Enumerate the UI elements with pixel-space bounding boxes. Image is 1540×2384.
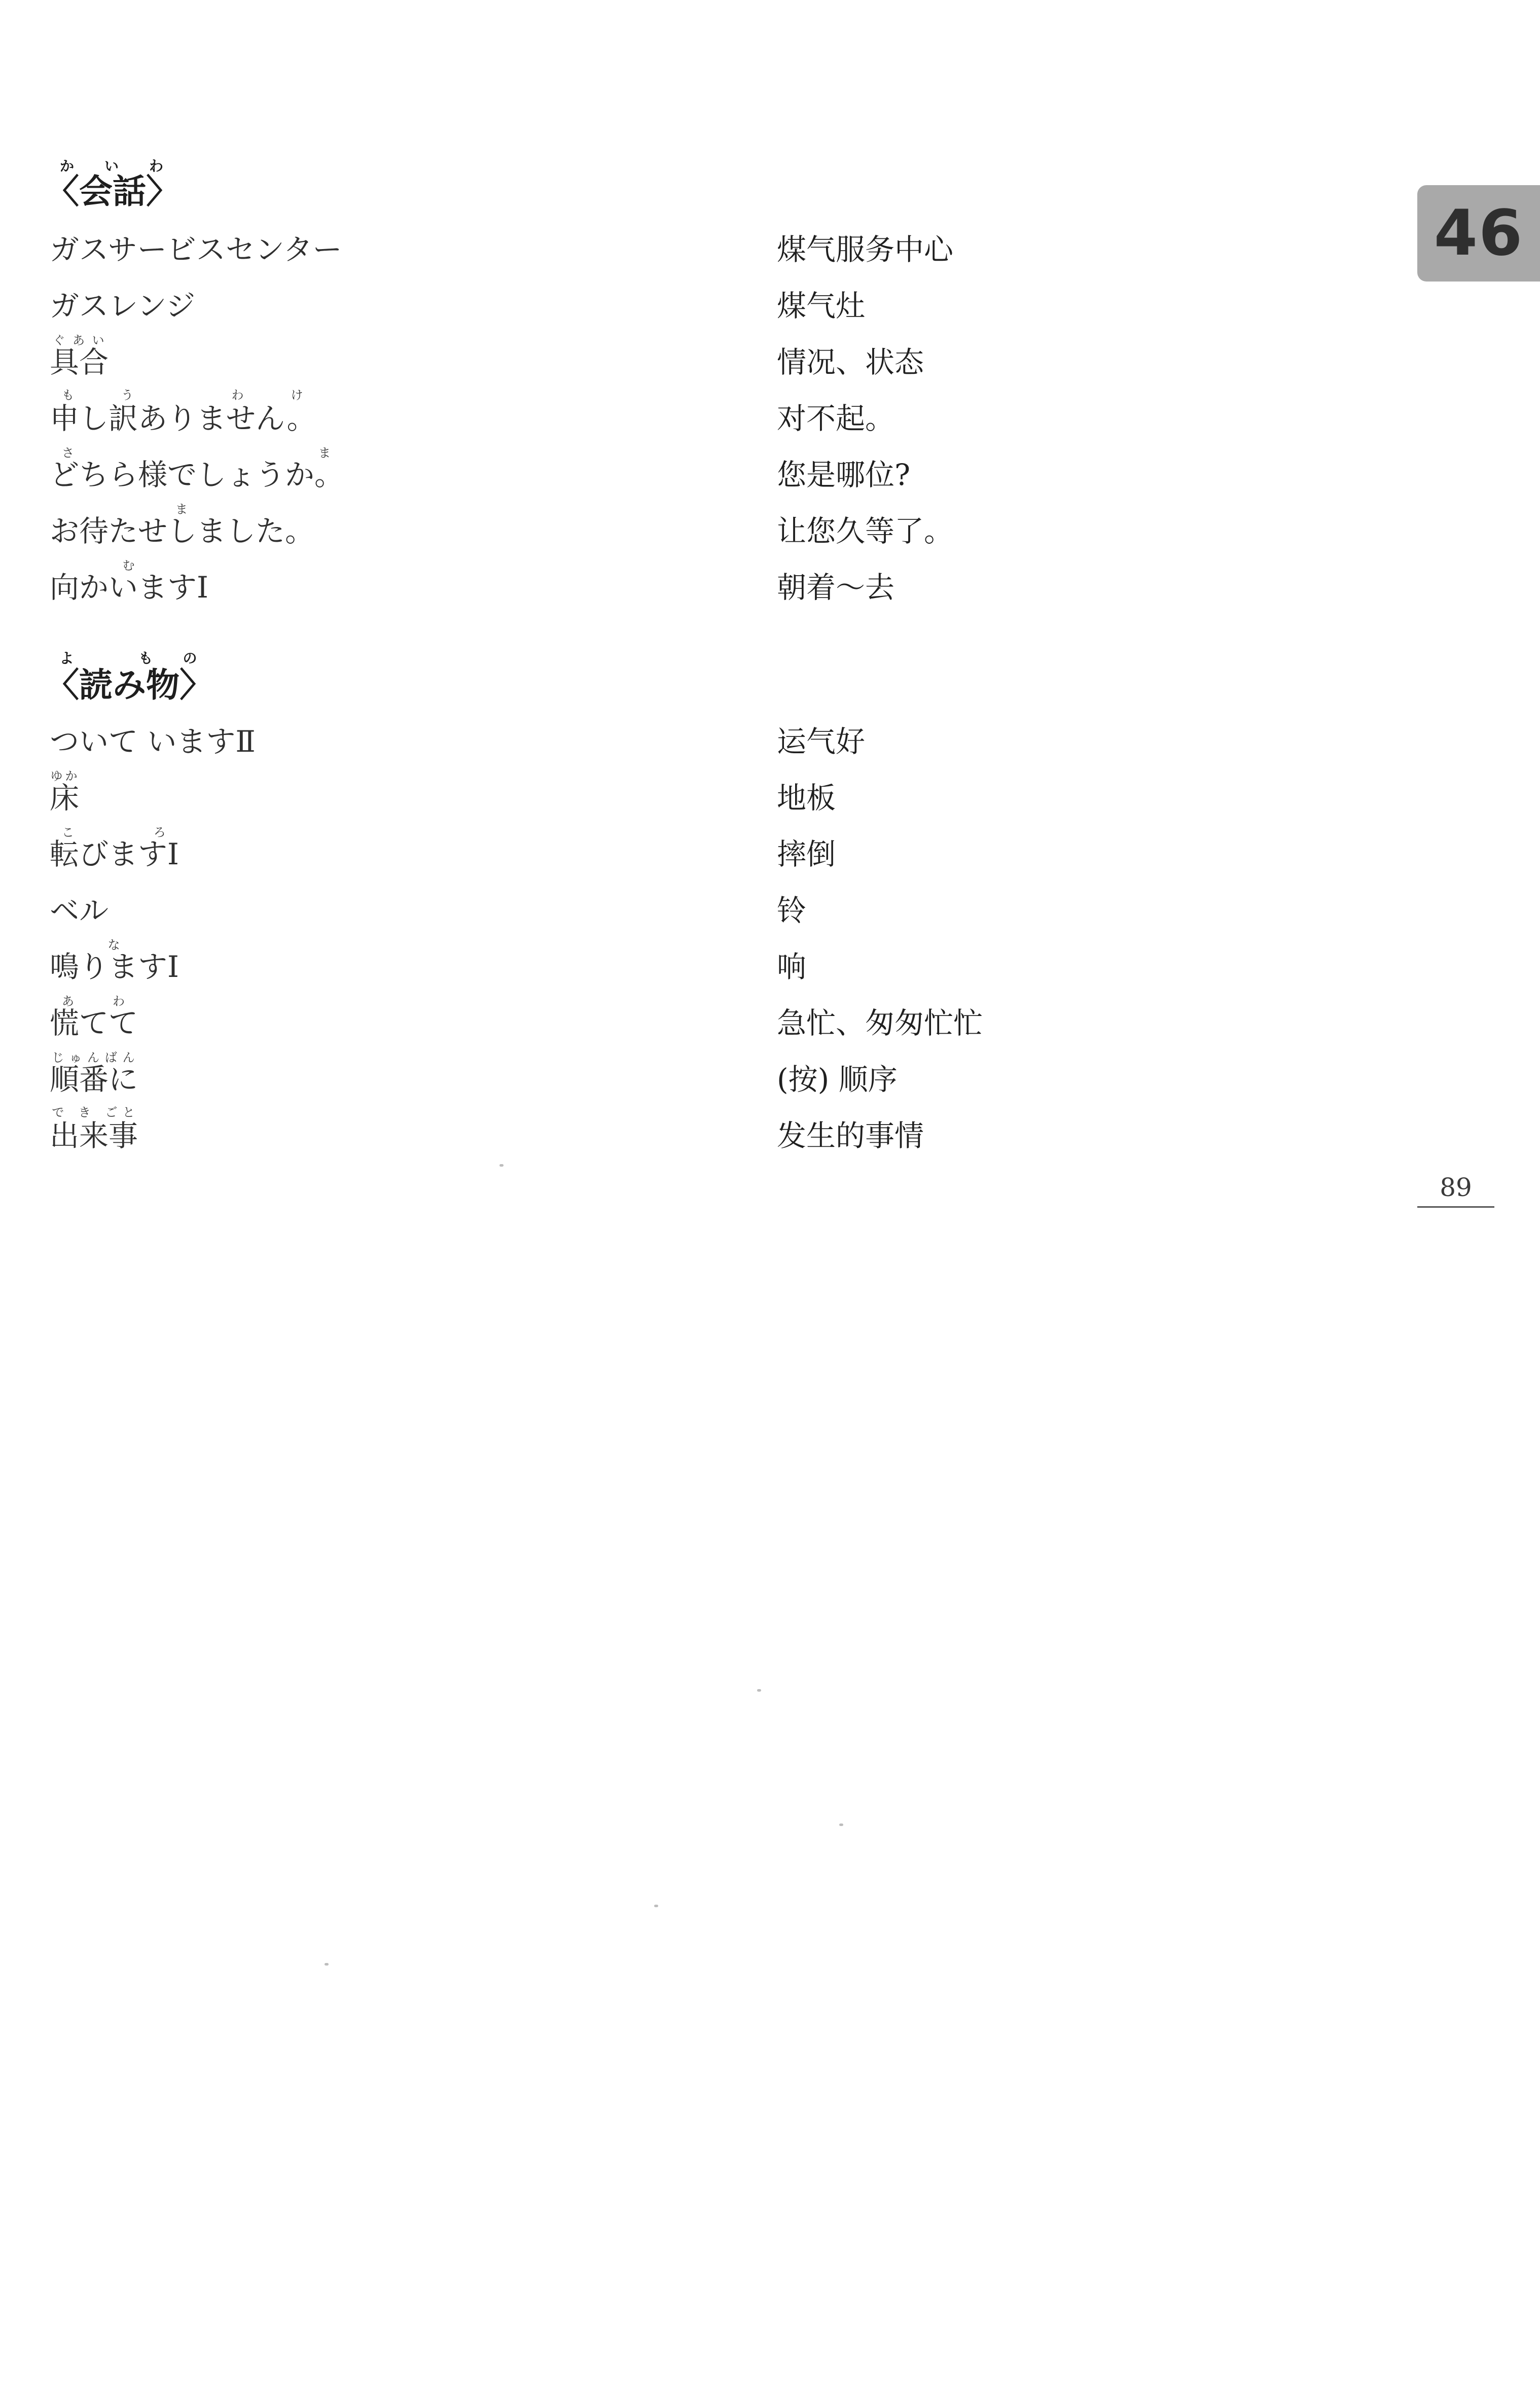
vocab-chinese: 摔倒 xyxy=(777,837,836,872)
vocab-furigana: む xyxy=(50,558,208,573)
vocab-chinese: 让您久等了。 xyxy=(777,514,954,549)
section-heading-yomimono-reading: よ もの xyxy=(46,650,213,667)
section-heading-kaiwa-text: 〈会話〉 xyxy=(46,172,180,211)
vocab-row xyxy=(0,1105,1540,1162)
vocab-japanese xyxy=(50,1105,138,1152)
vocab-chinese: 朝着～去 xyxy=(777,570,895,605)
vocab-chinese: 运气好 xyxy=(777,724,866,759)
vocab-furigana: あわ xyxy=(50,994,138,1009)
vocab-chinese: 发生的事情 xyxy=(777,1118,924,1153)
vocab-japanese-text: 転びますⅠ xyxy=(50,837,179,872)
vocab-chinese: 铃 xyxy=(777,893,807,928)
vocab-furigana: ゆか xyxy=(50,769,80,784)
section-heading-yomimono xyxy=(46,650,213,705)
vocab-japanese xyxy=(50,333,109,379)
vocab-japanese-text: お待たせしました。 xyxy=(50,514,315,549)
scan-speck xyxy=(839,1824,843,1826)
section-heading-yomimono-text: 〈読み物〉 xyxy=(46,665,213,705)
vocab-chinese: 响 xyxy=(777,950,807,985)
vocab-row xyxy=(0,993,1540,1049)
vocab-japanese xyxy=(50,388,316,435)
vocab-japanese: ガスサービスセンター xyxy=(50,232,342,267)
vocab-japanese-text: 順番に xyxy=(50,1062,138,1097)
vocab-japanese-text: 慌てて xyxy=(50,1006,138,1041)
vocab-furigana: な xyxy=(50,938,179,953)
vocab-japanese xyxy=(50,558,208,604)
vocab-japanese xyxy=(50,446,344,492)
vocab-chinese: 情况、状态 xyxy=(777,345,924,380)
vocab-japanese-text: どちら様でしょうか。 xyxy=(50,458,344,493)
vocab-japanese xyxy=(50,994,138,1040)
vocab-row xyxy=(0,444,1540,501)
vocab-japanese-text: 出来事 xyxy=(50,1118,138,1153)
vocab-japanese: ガスレンジ xyxy=(50,289,196,324)
vocab-japanese-text: 鳴りますⅠ xyxy=(50,950,179,985)
vocab-furigana: さま xyxy=(50,446,344,461)
scan-speck xyxy=(325,1963,329,1966)
vocab-chinese: 煤气灶 xyxy=(777,289,866,324)
vocab-japanese-text: 具合 xyxy=(50,345,109,380)
chapter-number: 46 xyxy=(1434,197,1524,270)
section-heading-kaiwa-reading: かいわ xyxy=(46,158,180,174)
vocab-row xyxy=(0,332,1540,388)
vocab-row xyxy=(0,711,1540,767)
vocab-japanese: ついて いますⅡ xyxy=(50,724,256,759)
vocab-row xyxy=(0,501,1540,557)
vocab-chinese: 您是哪位? xyxy=(777,458,911,493)
vocab-row xyxy=(0,219,1540,275)
vocab-furigana: ぐあい xyxy=(50,333,109,348)
vocab-japanese xyxy=(50,769,79,815)
vocab-japanese xyxy=(50,502,314,548)
vocab-row xyxy=(0,388,1540,444)
vocab-japanese-text: 向かいますⅠ xyxy=(50,570,208,605)
scan-speck xyxy=(499,1164,504,1167)
scan-speck xyxy=(757,1689,761,1692)
vocab-japanese: ベル xyxy=(50,893,109,928)
vocab-japanese-text: 床 xyxy=(50,781,80,816)
vocab-japanese xyxy=(50,825,179,871)
scan-speck xyxy=(654,1905,658,1907)
vocab-japanese xyxy=(50,938,179,984)
vocab-japanese xyxy=(50,1050,138,1096)
vocab-row xyxy=(0,767,1540,824)
vocab-row xyxy=(0,824,1540,880)
vocab-furigana: ま xyxy=(50,502,314,517)
vocab-chinese: 煤气服务中心 xyxy=(777,232,954,267)
vocab-row xyxy=(0,936,1540,993)
vocab-chinese: 急忙、匆匆忙忙 xyxy=(777,1006,983,1041)
vocab-furigana: もう わけ xyxy=(50,388,316,403)
vocab-chinese: (按) 顺序 xyxy=(777,1062,898,1097)
vocab-row xyxy=(0,275,1540,332)
vocab-furigana: ころ xyxy=(50,825,179,840)
section-heading-kaiwa xyxy=(46,158,180,211)
vocab-list-yomimono xyxy=(0,711,1540,1162)
vocab-japanese-text: 申し訳ありません。 xyxy=(50,401,316,436)
vocab-chinese: 对不起。 xyxy=(777,401,895,436)
vocab-list-kaiwa xyxy=(0,219,1540,613)
vocab-row xyxy=(0,557,1540,613)
vocab-furigana: じゅんばん xyxy=(50,1050,138,1065)
page-number: 89 xyxy=(1417,1173,1494,1208)
vocab-row xyxy=(0,1049,1540,1105)
vocab-chinese: 地板 xyxy=(777,781,836,816)
vocab-row xyxy=(0,880,1540,936)
vocab-furigana: で き ごと xyxy=(50,1105,138,1120)
